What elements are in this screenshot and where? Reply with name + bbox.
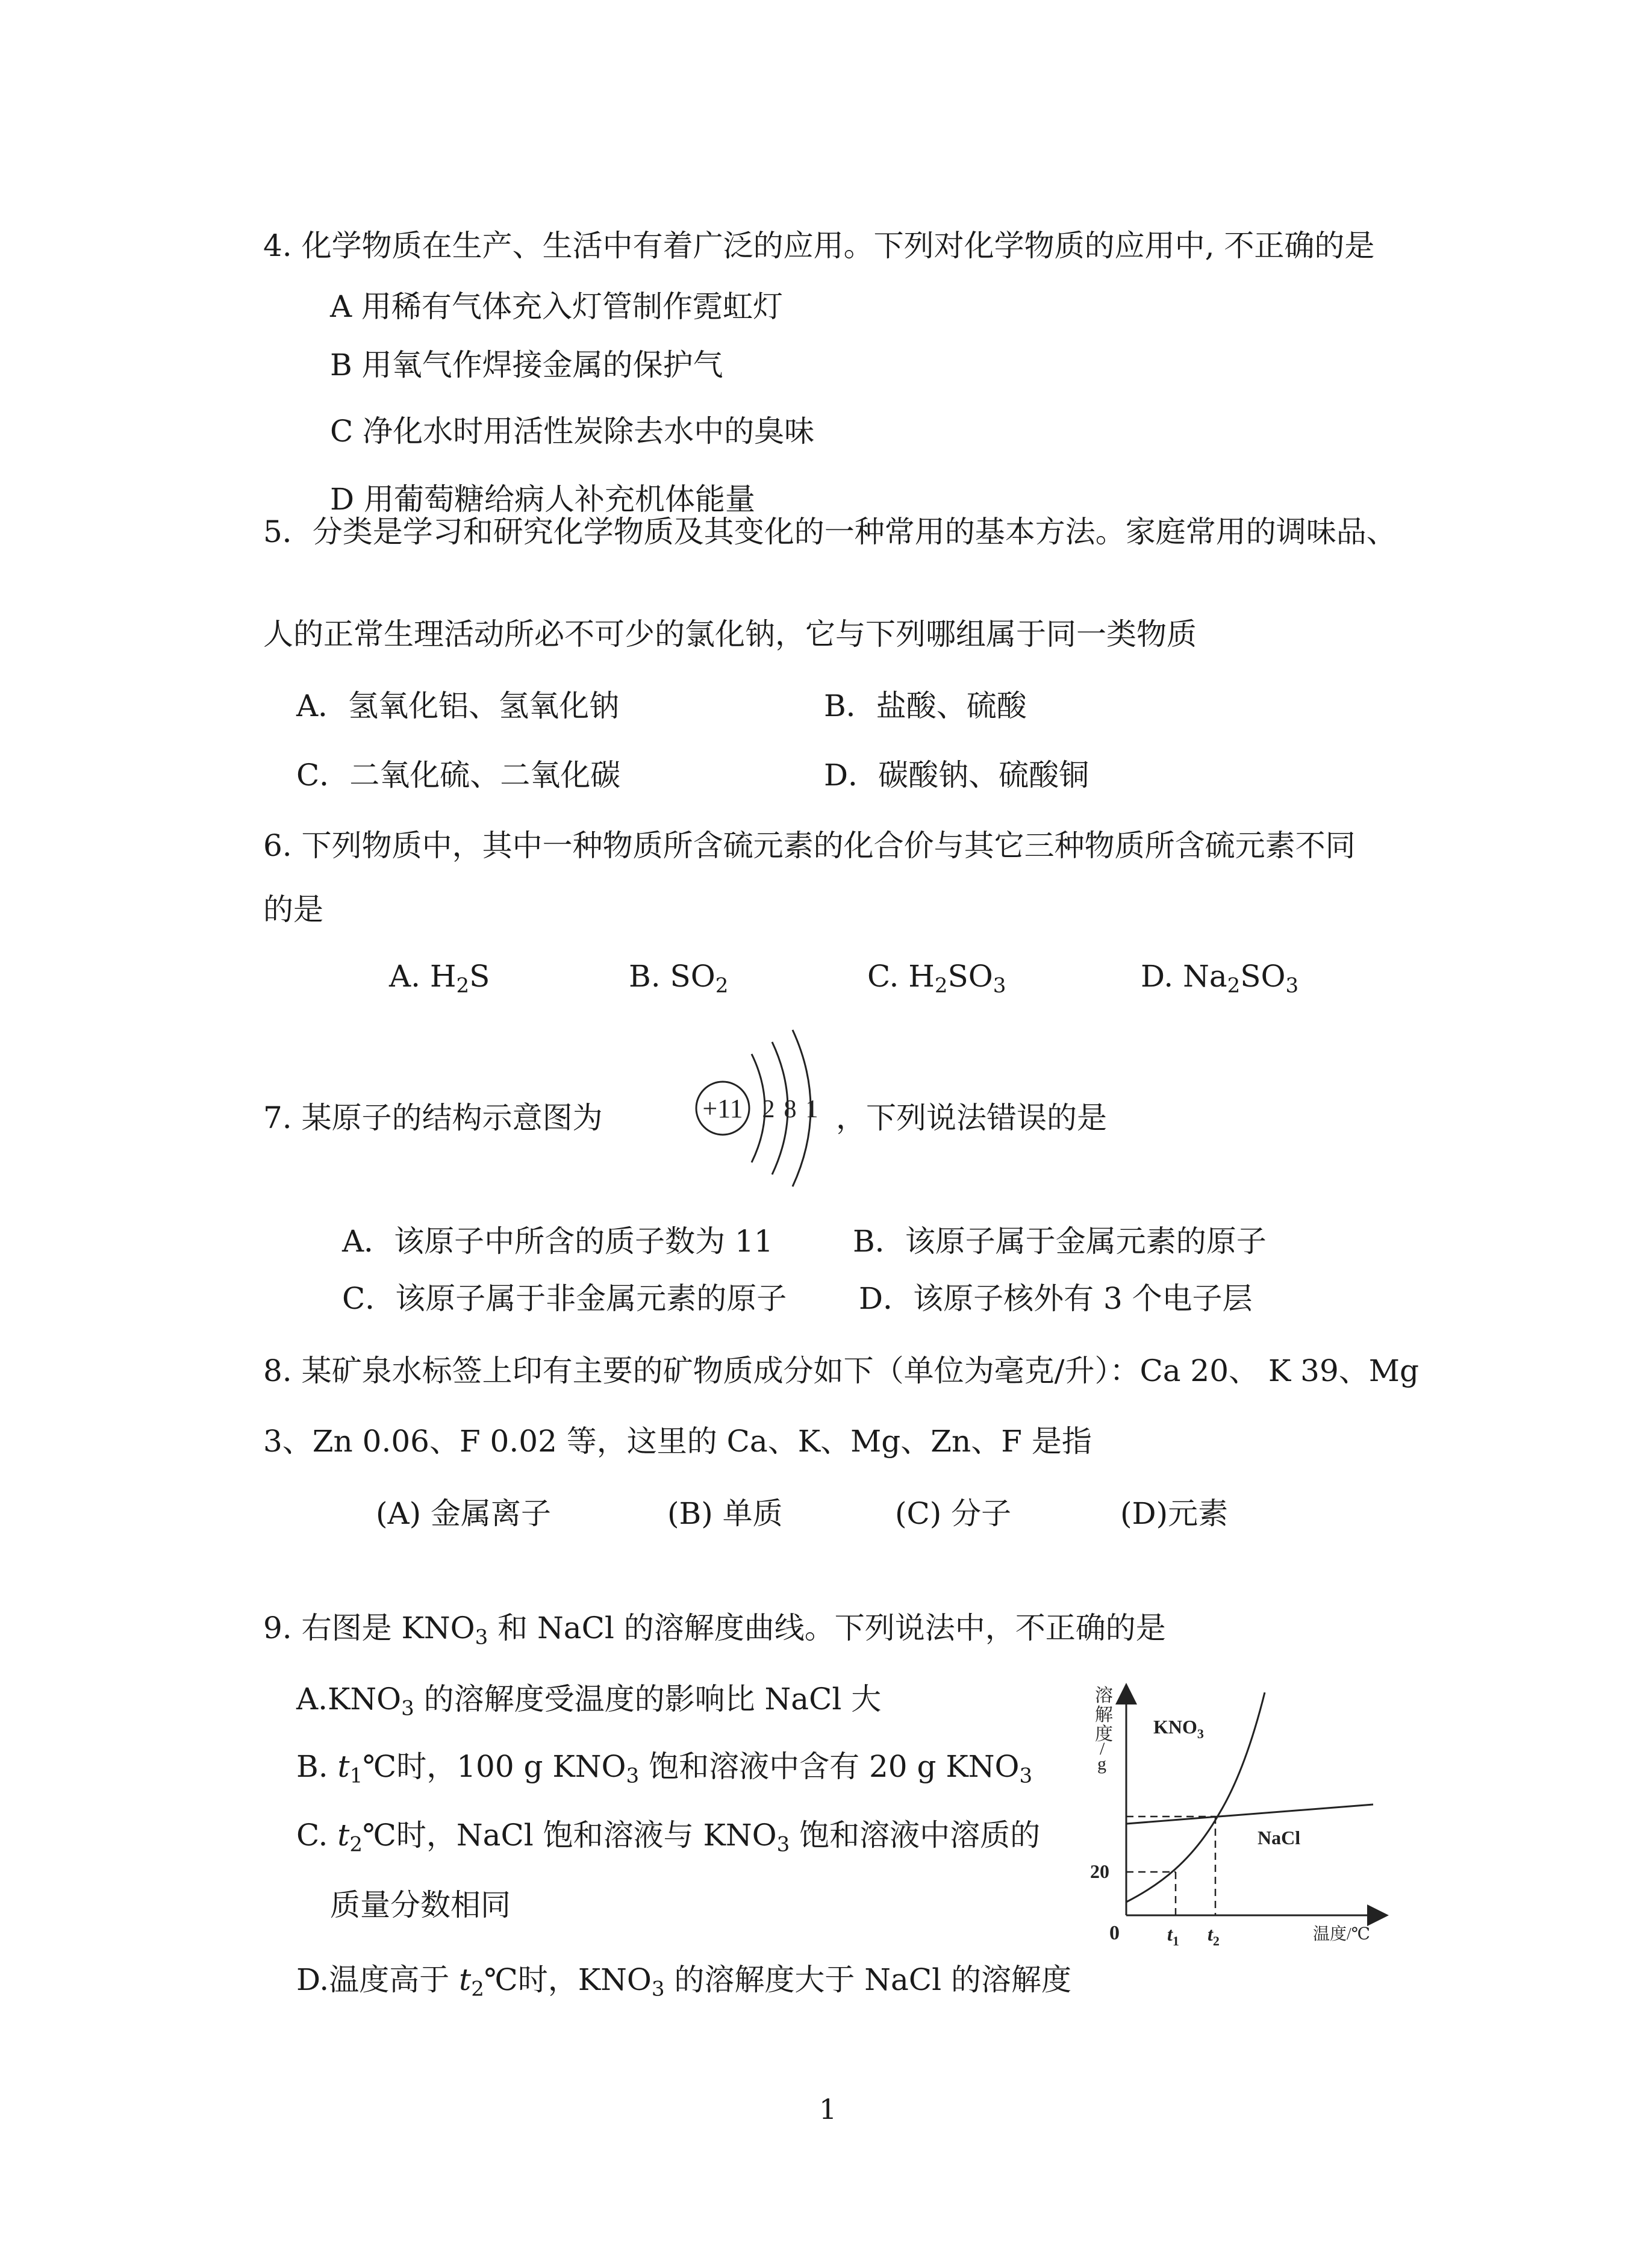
q7-stem-after: ，下列说法错误的是 xyxy=(836,1100,1107,1135)
q8-option-d: (D)元素 xyxy=(1120,1496,1229,1531)
q4-option-b: B 用氧气作焊接金属的保护气 xyxy=(330,348,723,382)
q5-option-c: C．二氧化硫、二氧化碳 xyxy=(296,758,621,793)
y-tick-20: 20 xyxy=(1090,1860,1109,1882)
page-number: 1 xyxy=(819,2093,837,2125)
solubility-curve-figure xyxy=(1072,1674,1409,1951)
q4-stem: 4. 化学物质在生产、生活中有着广泛的应用。下列对化学物质的应用中, 不正确的是 xyxy=(263,228,1375,263)
q9-option-d: D.温度高于 $t_2℃$时，$KNO_3$ 的溶解度大于 NaCl 的溶解度 xyxy=(296,1962,1071,2001)
q7-stem-before: 7. 某原子的结构示意图为 xyxy=(263,1100,603,1135)
q5-stem-line1: 5．分类是学习和研究化学物质及其变化的一种常用的基本方法。家庭常用的调味品、 xyxy=(263,514,1397,549)
q9-stem: 9. 右图是 $KNO_3$ 和 NaCl 的溶解度曲线。下列说法中，不正确的是 xyxy=(263,1611,1166,1650)
q8-option-a: (A) 金属离子 xyxy=(376,1496,552,1531)
q5-option-b: B．盐酸、硫酸 xyxy=(824,688,1027,723)
q6-option-a: A. $H_2S$ xyxy=(389,959,490,998)
q5-option-a: A．氢氧化铝、氢氧化钠 xyxy=(296,688,620,723)
q7-option-a: A．该原子中所含的质子数为 11 xyxy=(342,1224,773,1259)
y-label-char: g xyxy=(1097,1754,1106,1774)
nucleus-charge: +11 xyxy=(702,1094,743,1123)
q9-option-a: $A.KNO_3$ 的溶解度受温度的影响比 NaCl 大 xyxy=(296,1682,882,1721)
atomic-structure-diagram xyxy=(681,1018,843,1193)
q8-stem-line2: 3、Zn 0.06、F 0.02 等，这里的 Ca、K、Mg、Zn、F 是指 xyxy=(263,1424,1092,1459)
q9-option-b: B. $t_1℃$时，100 g $KNO_3$ 饱和溶液中含有 20 g $KNO_3$ xyxy=(296,1749,1033,1788)
q6-stem-line1: 6. 下列物质中，其中一种物质所含硫元素的化合价与其它三种物质所含硫元素不同 xyxy=(263,828,1356,863)
q8-option-c: (C) 分子 xyxy=(895,1496,1012,1531)
q8-option-b: (B) 单质 xyxy=(667,1496,783,1531)
q6-option-c: C. $H_2SO_3$ xyxy=(867,959,1006,998)
q7-option-d: D．该原子核外有 3 个电子层 xyxy=(859,1281,1253,1316)
q9-option-c-line2: 质量分数相同 xyxy=(330,1888,511,1923)
q5-stem-line2: 人的正常生理活动所必不可少的氯化钠，它与下列哪组属于同一类物质 xyxy=(263,617,1197,652)
q7-option-c: C．该原子属于非金属元素的原子 xyxy=(342,1281,787,1316)
y-label-char: 溶 xyxy=(1095,1686,1113,1706)
q6-option-d: D. $Na_2SO_3$ xyxy=(1141,959,1299,998)
x-axis-label: 温度/℃ xyxy=(1313,1925,1371,1944)
kno3-curve-label: $KNO_3$ xyxy=(1153,1716,1204,1741)
shell-electrons-2: 8 xyxy=(784,1096,797,1123)
q8-stem-line1: 8. 某矿泉水标签上印有主要的矿物质成分如下（单位为毫克/升）：Ca 20、 K 39、Mg xyxy=(263,1353,1419,1388)
q4-option-a: A 用稀有气体充入灯管制作霓虹灯 xyxy=(330,289,784,324)
y-axis-label xyxy=(1095,1686,1113,1774)
q7-option-b: B．该原子属于金属元素的原子 xyxy=(853,1224,1267,1259)
x-tick-t1: $t_1$ xyxy=(1167,1923,1179,1948)
q4-option-d: D 用葡萄糖给病人补充机体能量 xyxy=(330,482,755,517)
q9-option-c: C. $t_2℃$时，NaCl 饱和溶液与 $KNO_3$ 饱和溶液中溶质的 xyxy=(296,1818,1041,1857)
origin-label: 0 xyxy=(1109,1922,1120,1944)
q6-option-b: B. $SO_2$ xyxy=(629,959,729,998)
y-label-char: 解 xyxy=(1095,1705,1113,1725)
q6-stem-line2: 的是 xyxy=(263,892,323,927)
y-label-char: 度 xyxy=(1095,1724,1113,1744)
shell-electrons-1: 2 xyxy=(762,1096,775,1123)
x-tick-t2: $t_2$ xyxy=(1208,1923,1220,1948)
q4-option-c: C 净化水时用活性炭除去水中的臭味 xyxy=(330,414,815,449)
y-label-char: / xyxy=(1100,1739,1105,1759)
nacl-curve xyxy=(1126,1804,1373,1824)
nacl-curve-label: NaCl xyxy=(1258,1827,1301,1848)
q5-option-d: D．碳酸钠、硫酸铜 xyxy=(824,758,1089,793)
shell-electrons-3: 1 xyxy=(805,1096,818,1123)
